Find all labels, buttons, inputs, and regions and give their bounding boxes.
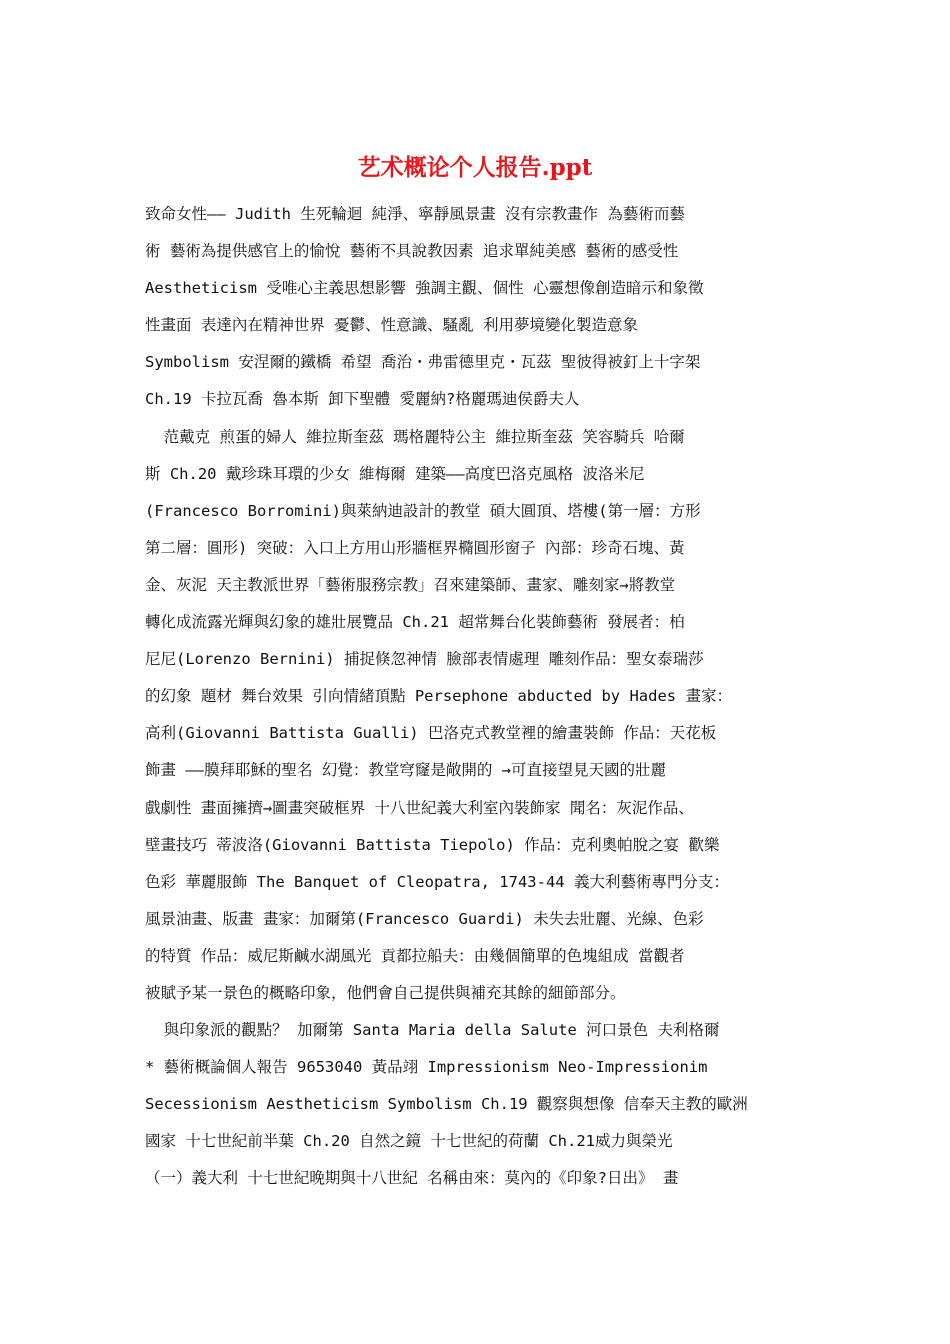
text-line: 的幻象 題材 舞台效果 引向情緒頂點 Persephone abducted by Hades 畫家： — [145, 687, 732, 706]
text-line: 飾畫 ——膜拜耶穌的聖名 幻覺：教堂穹窿是敞開的 →可直接望見天國的壯麗 — [145, 761, 666, 780]
text-line: 第二層：圓形) 突破：入口上方用山形牆框界橢圓形窗子 內部：珍奇石塊、黃 — [145, 538, 685, 557]
text-line: 國家 十七世紀前半葉 Ch.20 自然之鏡 十七世紀的荷蘭 Ch.21威力與榮光 — [145, 1132, 673, 1151]
text-line: 轉化成流露光輝與幻象的雄壯展覽品 Ch.21 超常舞台化裝飾藝術 發展者：柏 — [145, 613, 685, 632]
text-line: 范戴克 煎蛋的婦人 維拉斯奎茲 瑪格麗特公主 維拉斯奎茲 笑容騎兵 哈爾 — [145, 427, 685, 446]
text-line: 壁畫技巧 蒂波洛(Giovanni Battista Tiepolo) 作品：克利奧帕脫之宴 歡樂 — [145, 835, 720, 854]
text-line: （一）義大利 十七世紀晚期與十八世紀 名稱由來：莫內的《印象?日出》 畫 — [145, 1169, 679, 1188]
text-line: 致命女性—— Judith 生死輪迴 純淨、寧靜風景畫 沒有宗教畫作 為藝術而藝 — [145, 205, 685, 223]
text-line: 風景油畫、版畫 畫家：加爾第(Francesco Guardi) 未失去壯麗、光線、色彩 — [145, 909, 704, 928]
text-line: 斯 Ch.20 戴珍珠耳環的少女 維梅爾 建築——高度巴洛克風格 波洛米尼 — [145, 464, 645, 483]
text-line: 與印象派的觀點？ 加爾第 Santa Maria della Salute 河口景色 夫利格爾 — [145, 1021, 720, 1040]
text-line: (Francesco Borromini)與萊納迪設計的教堂 碩大圓頂、塔樓(第一層：方形 — [145, 501, 701, 520]
text-line: Symbolism 安涅爾的鐵橋 希望 喬治・弗雷德里克・瓦茲 聖彼得被釘上十字架 — [145, 353, 701, 372]
text-line: * 藝術概論個人報告 9653040 黃品翊 Impressionism Neo-Impressionim — [145, 1058, 708, 1077]
text-line: 高利(Giovanni Battista Gualli) 巴洛克式教堂裡的繪畫裝飾 作品：天花板 — [145, 724, 717, 743]
text-line: 被賦予某一景色的概略印象，他們會自己提供與補充其餘的細節部分。 — [145, 983, 626, 1002]
text-line: 戲劇性 畫面擁擠→圖畫突破框界 十八世紀義大利室內裝飾家 聞名：灰泥作品、 — [145, 798, 694, 817]
document-body — [145, 196, 807, 1198]
text-line: 金、灰泥 天主教派世界「藝術服務宗教」召來建築師、畫家、雕刻家→將教堂 — [145, 575, 676, 594]
text-line: Aestheticism 受唯心主義思想影響 強調主觀、個性 心靈想像創造暗示和象徵 — [145, 279, 704, 298]
text-line: 色彩 華麗服飾 The Banquet of Cleopatra, 1743-44 義大利藝術專門分支： — [145, 872, 729, 891]
text-line: 尼尼(Lorenzo Bernini) 捕捉倏忽神情 臉部表情處理 雕刻作品：聖女泰瑞莎 — [145, 650, 704, 669]
text-line: Secessionism Aestheticism Symbolism Ch.19 觀察與想像 信奉天主教的歐洲 — [145, 1095, 748, 1114]
text-line: 的特質 作品：威尼斯鹹水湖風光 貢都拉船夫：由幾個簡單的色塊組成 當觀者 — [145, 946, 685, 965]
document-title: 艺术概论个人报告.ppt — [357, 154, 593, 181]
text-line: 性畫面 表達內在精神世界 憂鬱、性意識、騷亂 利用夢境變化製造意象 — [145, 316, 638, 335]
text-line: 術 藝術為提供感官上的愉悅 藝術不具說教因素 追求單純美感 藝術的感受性 — [145, 242, 679, 261]
text-line: Ch.19 卡拉瓦喬 魯本斯 卸下聖體 愛麗納?格麗瑪迪侯爵夫人 — [145, 390, 580, 409]
